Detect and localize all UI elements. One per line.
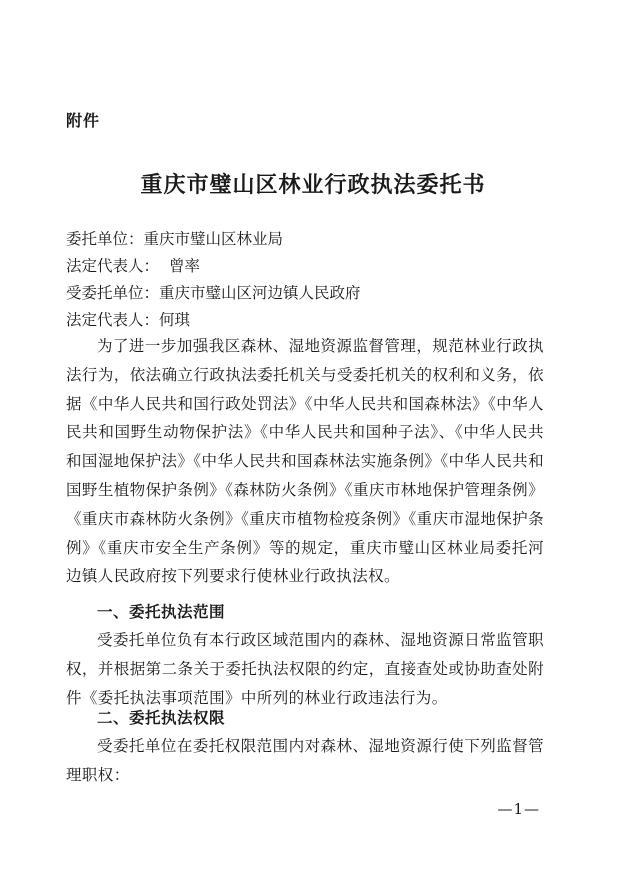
- section-1-text: 受委托单位负有本行政区域范围内的森林、湿地资源日常监管职权，并根据第二条关于委托执法权限的约定，直接查处或协助查处附件《委托执法事项范围》中所列的林业行政违法行为。: [66, 631, 544, 707]
- intro-paragraph: 为了进一步加强我区森林、湿地资源监督管理，规范林业行政执法行为，依法确立行政执法委托机关与受委托机关的权利和义务，依据《中华人民共和国行政处罚法》《中华人民共和国森林法》《中华人民共和国野生动物保护法》《中华人民共和国种子法》、《中华人民共和国湿地保护法》《中华人民共和国森林法实施条例》《中华人民共和国野生植物保护条例》《森林防火条例》《重庆市林地保护管理条例》《重庆市森林防火条例》《重庆市植物检疫条例》《重庆市湿地保护条例》《重庆市安全生产条例》等的规定，重庆市璧山区林业局委托河边镇人民政府按下列要求行使林业行政执法权。: [66, 337, 544, 586]
- entrusted-unit-row: [66, 280, 361, 307]
- section-2-heading: 二、委托执法权限: [97, 709, 226, 727]
- legal-rep-label-2: 法定代表人：: [66, 311, 160, 329]
- page-number: —1—: [497, 800, 540, 818]
- annex-label: 附件: [66, 111, 101, 130]
- entrusting-unit-label: 委托单位：: [66, 230, 144, 248]
- entrusted-unit-value: 重庆市璧山区河边镇人民政府: [159, 284, 361, 302]
- entrusted-unit-label: 受委托单位：: [66, 284, 160, 302]
- entrusting-unit-value: 重庆市璧山区林业局: [143, 230, 284, 248]
- section-1-heading: 一、委托执法范围: [97, 603, 226, 621]
- legal-rep-value-1: 曾率: [169, 257, 201, 275]
- entrusting-unit-row: [66, 226, 361, 253]
- section-2-text: 受委托单位在委托权限范围内对森林、湿地资源行使下列监督管理职权：: [66, 737, 544, 784]
- document-title: 重庆市璧山区林业行政执法委托书: [140, 173, 486, 198]
- legal-rep-label-1: 法定代表人：: [66, 257, 160, 275]
- legal-rep-row-2: [66, 307, 361, 334]
- party-info: [66, 226, 361, 334]
- legal-rep-row-1: [66, 253, 361, 280]
- legal-rep-value-2: 何琪: [159, 311, 191, 329]
